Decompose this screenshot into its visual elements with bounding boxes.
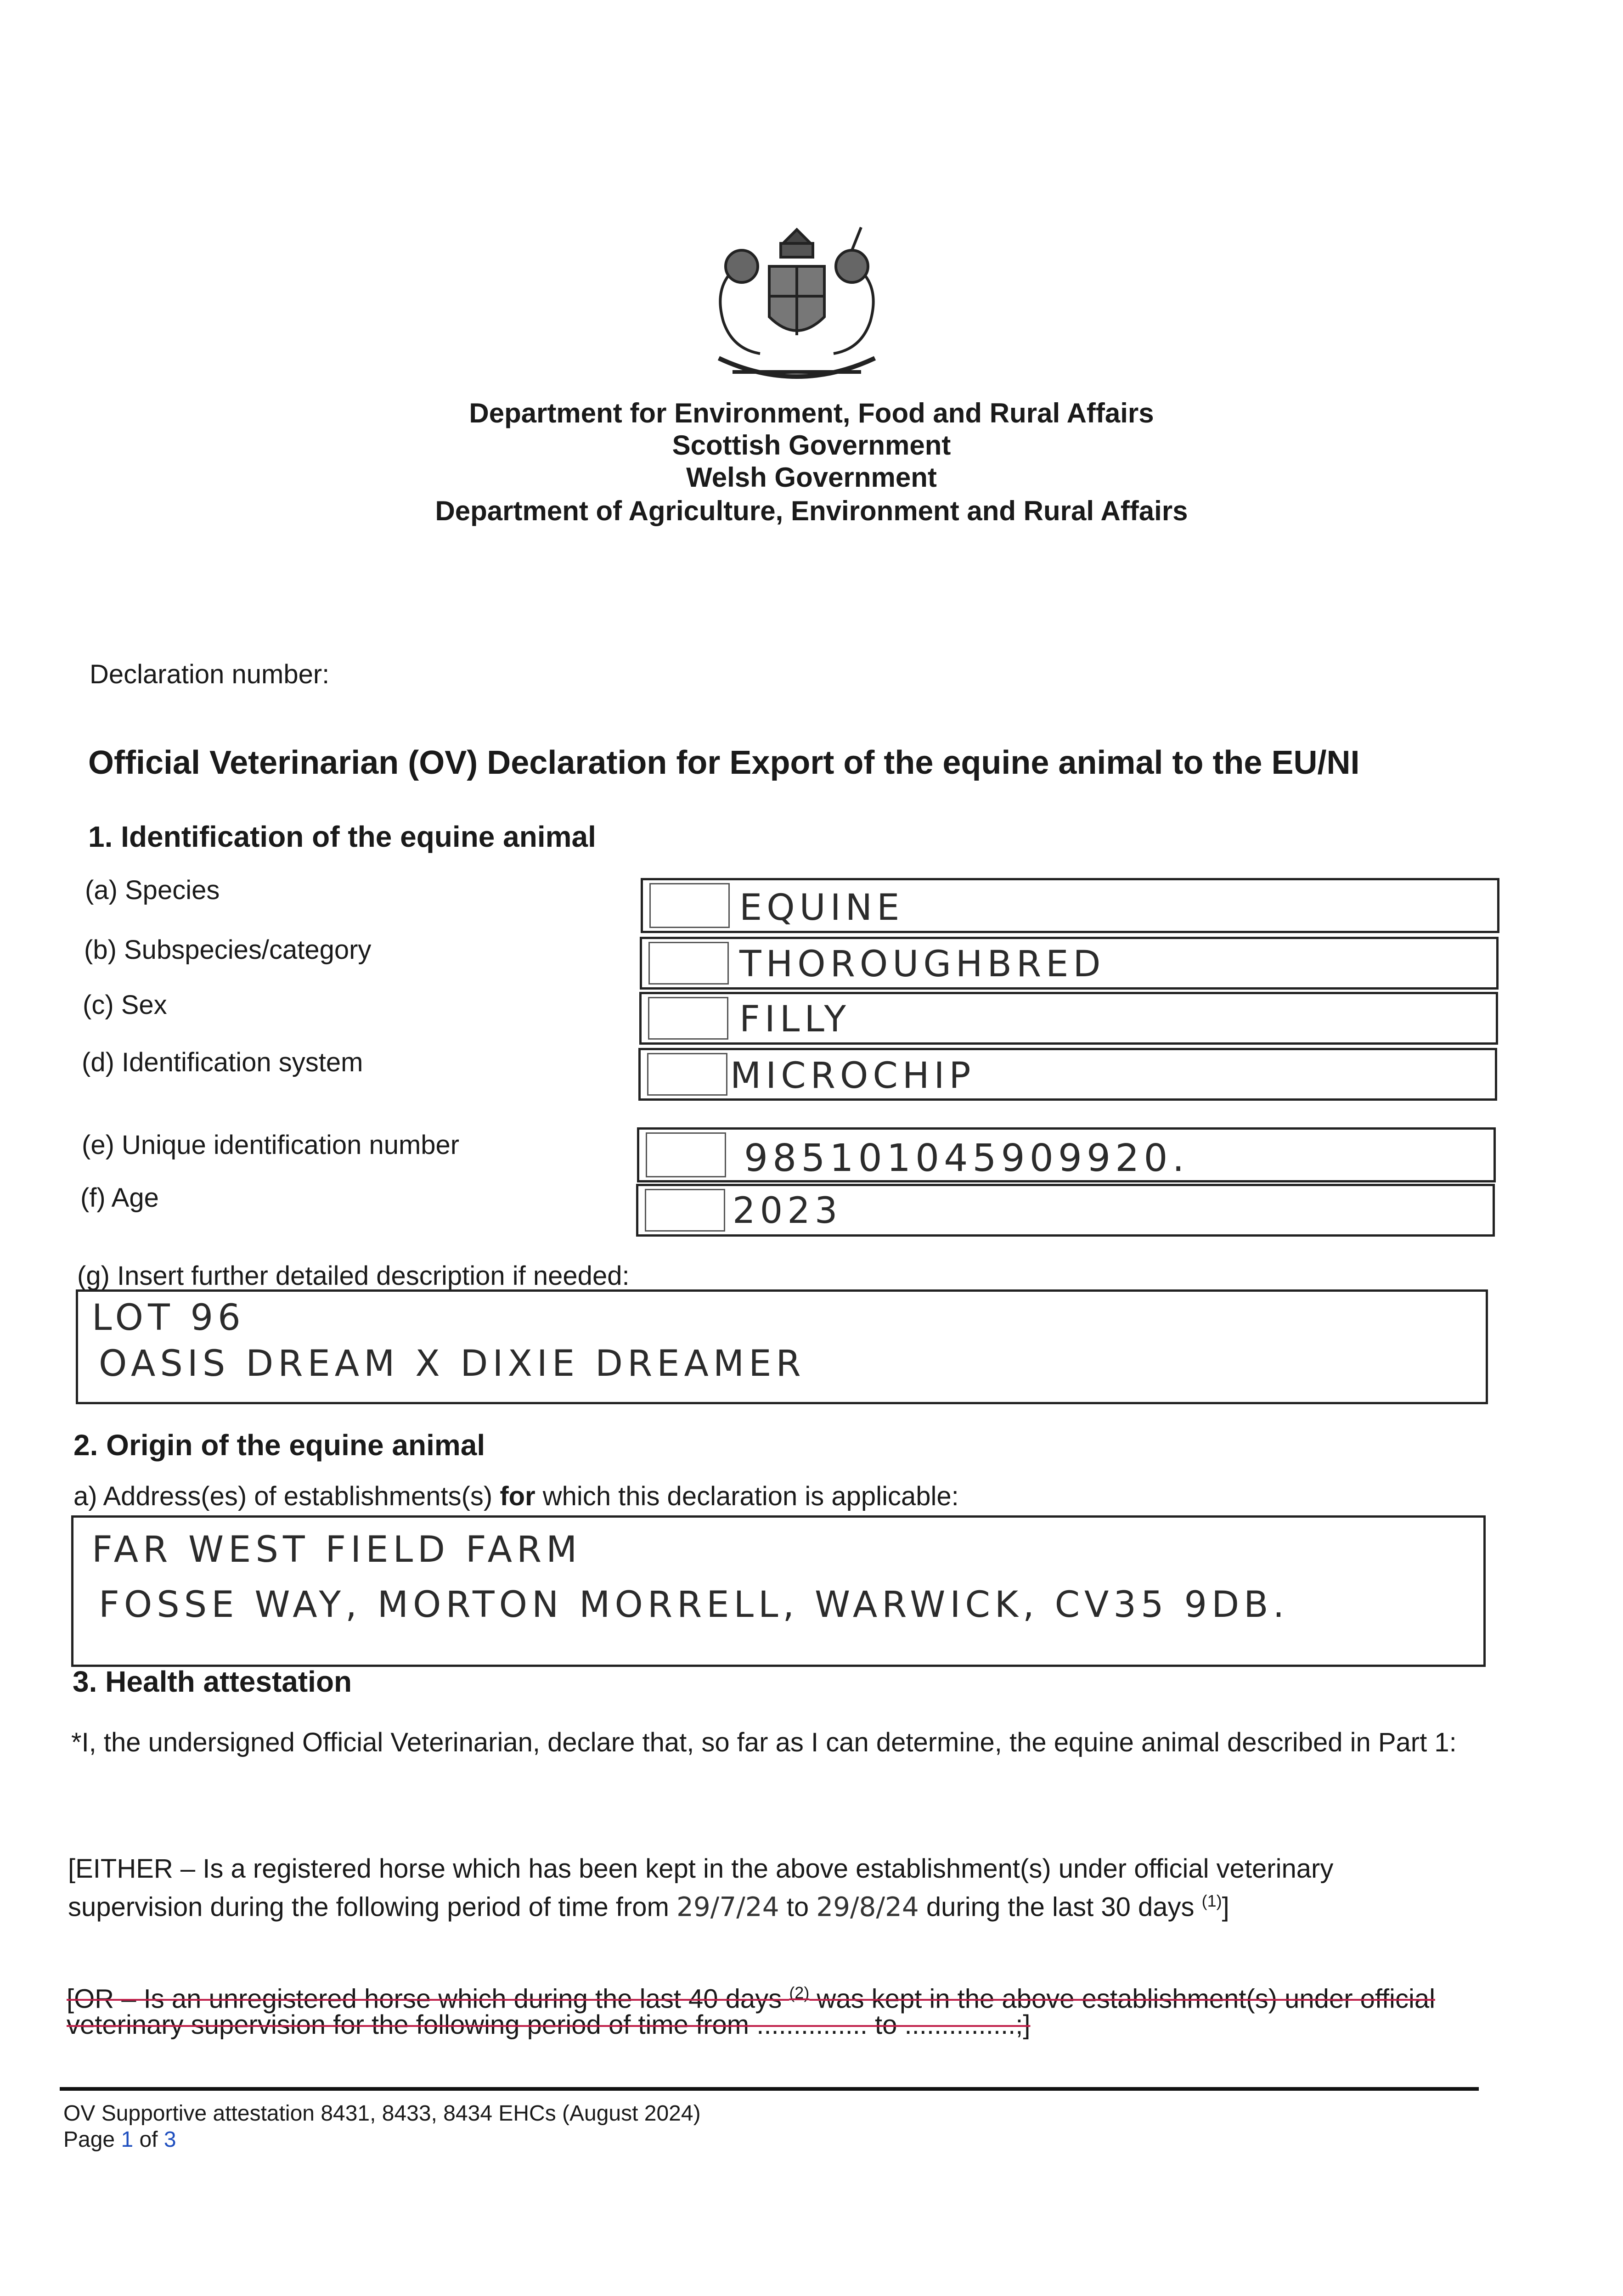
address-line-2: FOSSE WAY, MORTON MORRELL, WARWICK, CV35 9DB. — [99, 1584, 1289, 1626]
either-to-word: to — [779, 1892, 817, 1922]
address-label — [73, 1481, 959, 1512]
address-label-part-2: which this declaration is applicable: — [535, 1481, 959, 1511]
section-1-heading: 1. Identification of the equine animal — [88, 820, 596, 853]
of-word: of — [133, 2127, 164, 2152]
footer-attestation-text: OV Supportive attestation 8431, 8433, 8434 EHCs (August 2024) — [63, 2101, 701, 2126]
or-text-part-2: was kept in the above establishment(s) under official — [809, 1984, 1435, 2014]
either-statement-line-1: [EITHER – Is a registered horse which has been kept in the above establishment(s) under official veterinary — [68, 1854, 1334, 1884]
further-description-line-2: OASIS DREAM X DIXIE DREAMER — [99, 1343, 806, 1384]
further-description-label: (g) Insert further detailed description if needed: — [77, 1261, 630, 1291]
department-name-daera: Department of Agriculture, Environment and Rural Affairs — [435, 495, 1188, 526]
address-label-bold: for — [500, 1481, 535, 1511]
further-description-line-1: LOT 96 — [92, 1297, 245, 1339]
footer-divider — [60, 2087, 1479, 2091]
either-statement-line-2 — [68, 1885, 1478, 1923]
either-from-date: 29/7/24 — [676, 1891, 779, 1923]
subspecies-value: THOROUGHBRED — [739, 944, 1105, 985]
or-footnote-ref: (2) — [789, 1983, 810, 2002]
page-number: 1 — [121, 2127, 134, 2152]
section-2-heading: 2. Origin of the equine animal — [73, 1429, 485, 1462]
sex-value: FILLY — [739, 999, 851, 1040]
department-name-welsh-government: Welsh Government — [686, 462, 937, 493]
unique-id-label: (e) Unique identification number — [82, 1130, 460, 1160]
department-name-defra: Department for Environment, Food and Rural Affairs — [469, 398, 1154, 428]
or-text-part-1: [OR – Is an unregistered horse which during the last 40 days — [67, 1984, 789, 2014]
address-label-part-1: a) Address(es) of establishments(s) — [73, 1481, 500, 1511]
subspecies-label: (b) Subspecies/category — [84, 935, 372, 965]
royal-coat-of-arms-icon — [691, 220, 902, 395]
health-attestation-intro: *I, the undersigned Official Veterinarian, declare that, so far as I can determine, the equine animal described in Part 1: — [71, 1728, 1457, 1757]
section-3-heading: 3. Health attestation — [73, 1665, 352, 1698]
identification-system-label: (d) Identification system — [82, 1047, 363, 1077]
age-label: (f) Age — [80, 1183, 159, 1213]
either-footnote-ref: (1) — [1201, 1891, 1222, 1910]
species-value: EQUINE — [739, 887, 904, 929]
either-close-bracket: ] — [1222, 1892, 1229, 1922]
sex-label: (c) Sex — [83, 990, 167, 1020]
page-total: 3 — [163, 2127, 176, 2152]
either-text: supervision during the following period of time from — [68, 1892, 676, 1922]
either-period-text: during the last 30 days — [919, 1892, 1202, 1922]
page-word: Page — [63, 2127, 121, 2152]
age-value: 2023 — [733, 1190, 842, 1232]
either-to-date: 29/8/24 — [816, 1891, 919, 1923]
declaration-number-label: Declaration number: — [90, 659, 330, 689]
department-name-scottish-government: Scottish Government — [672, 430, 951, 461]
page-title: Official Veterinarian (OV) Declaration for Export of the equine animal to the EU/NI — [88, 744, 1360, 781]
unique-id-value: 985101045909920. — [744, 1137, 1189, 1180]
identification-system-value: MICROCHIP — [730, 1055, 975, 1097]
or-statement-line-2: veterinary supervision for the following period of time from ............... to ...............;] — [67, 2010, 1031, 2040]
address-line-1: FAR WEST FIELD FARM — [92, 1529, 582, 1570]
species-label: (a) Species — [85, 875, 220, 905]
page-indicator — [63, 2127, 176, 2153]
